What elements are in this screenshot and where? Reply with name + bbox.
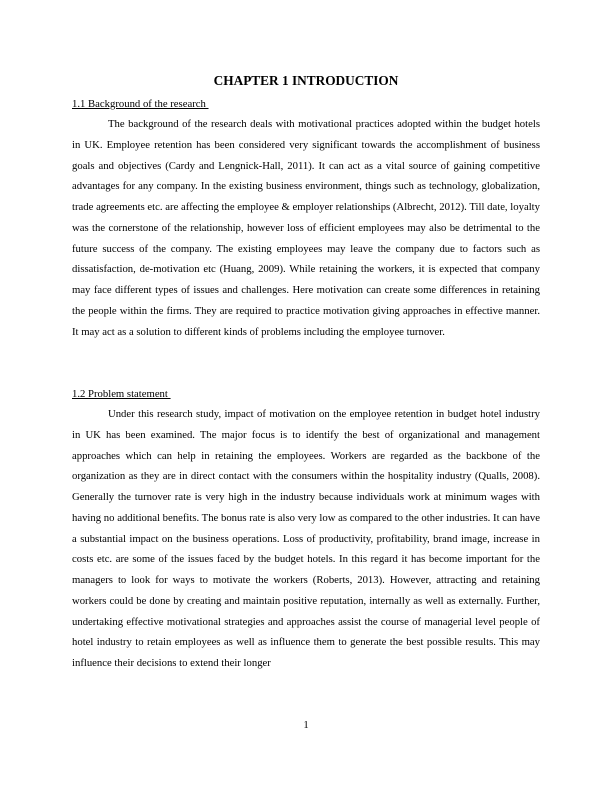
paragraph-problem-statement: Under this research study, impact of motivation on the employee retention in budget hotel industry in UK has been examined. The major focus is to identify the best of organizational and management approaches which can help in retaining the employees. Workers are regarded as the backbone of the organization as they are in direct contact with the consumers within the hospitality industry (Qualls, 2008). Generally the turnover rate is very high in the industry because individuals work at minimum wages with having no additional benefits. The bonus rate is also very low as compared to the other industries. It can have a substantial impact on the business operations. Loss of productivity, profitability, brand image, increase in costs etc. are some of the issues faced by the budget hotels. In this regard it has become important for the managers to look for ways to motivate the workers (Roberts, 2013). However, attracting and retaining workers could be done by creating and maintain positive reputation, internally as well as externally. Further, undertaking effective motivational strategies and approaches assist the course of managerial level people of hotel industry to retain employees as well as influence them to generate the best possible results. This may influence their decisions to extend their longer xyxy=(72,408,540,669)
section-heading-background: 1.1 Background of the research xyxy=(72,98,209,110)
paragraph-background: The background of the research deals with motivational practices adopted within the budget hotels in UK. Employee retention has been considered very significant towards the accomplishment of business goals and objectives (Cardy and Lengnick-Hall, 2011). It can act as a vital source of gaining competitive advantages for any company. In the existing business environment, things such as technology, globalization, trade agreements etc. are affecting the employee & employer relationships (Albrecht, 2012). Till date, loyalty was the cornerstone of the relationship, however loss of efficient employees may also be detrimental to the future success of the company. The existing employees may leave the company due to factors such as dissatisfaction, de-motivation etc (Huang, 2009). While retaining the workers, it is expected that company may face different types of issues and challenges. Here motivation can create some differences in retaining the people within the firms. They are required to practice motivation giving approaches in effective manner. It may act as a solution to different kinds of problems including the employee turnover. xyxy=(72,118,540,338)
page-number: 1 xyxy=(303,719,309,731)
chapter-title: CHAPTER 1 INTRODUCTION xyxy=(213,73,399,88)
section-heading-problem-statement: 1.2 Problem statement xyxy=(72,388,171,400)
